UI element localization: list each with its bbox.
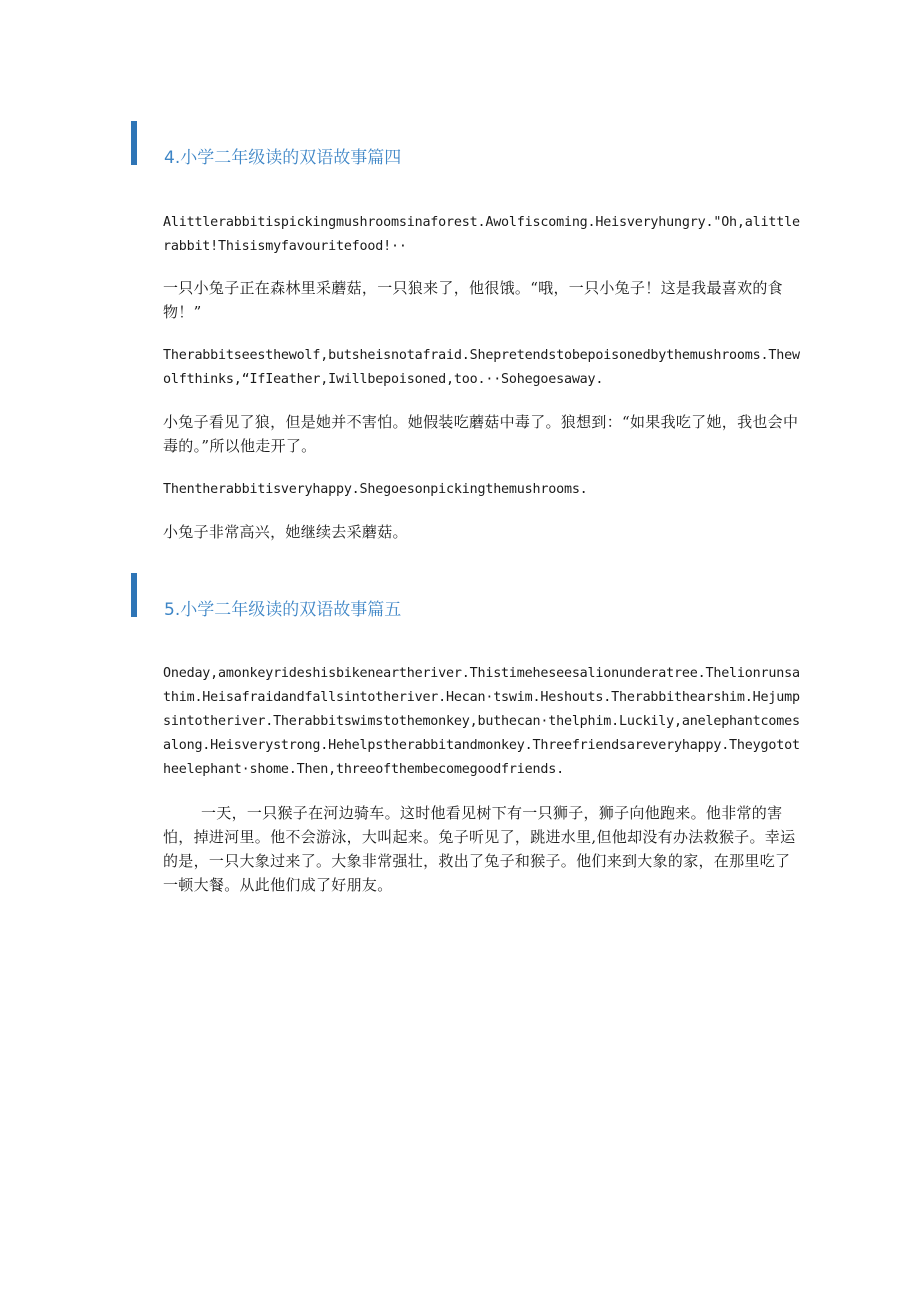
story4-zh-paragraph-2: 小兔子看见了狼，但是她并不害怕。她假装吃蘑菇中毒了。狼想到：“如果我吃了她，我也会中毒的。”所以他走开了。 [163, 413, 799, 455]
heading-accent-bar [131, 573, 137, 617]
story4-zh-paragraph-1: 一只小兔子正在森林里采蘑菇，一只狼来了，他很饿。“哦，一只小兔子！这是我最喜欢的食物！” [163, 279, 783, 321]
section-title: 4.小学二年级读的双语故事篇四 [164, 148, 402, 168]
story4-zh-paragraph-3: 小兔子非常高兴，她继续去采蘑菇。 [163, 523, 408, 541]
story4-en-paragraph-2: Therabbitseesthewolf,butsheisnotafraid.Shepretendstobepoisonedbythemushrooms.Thewolfthinks,“IfIeather,Iwillbepoisoned,too.··Sohegoesaway. [163, 348, 800, 387]
section-heading-5 [131, 573, 791, 620]
section-heading-4 [131, 121, 791, 168]
heading-accent-bar [131, 121, 137, 165]
story4-en-paragraph-3: Thentherabbitisveryhappy.Shegoesonpickingthemushrooms. [163, 482, 588, 497]
story5-en-paragraph-1: Oneday,amonkeyrideshisbikeneartheriver.Thistimeheseesalionunderatree.Thelionrunsathim.Heisafraidandfallsintotheriver.Hecan·tswim.Heshouts.Therabbithearshim.Hejumpsintotheriver.Therabbitswimstothemonkey,buthecan·thelphim.Luckily,anelephantcomesalong.Heisverystrong.Hehelpstherabbitandmonkey.Threefriendsareveryhappy.Theygototheelephant·shome.Then,threeofthembecomegoodfriends. [163, 666, 800, 777]
section-title: 5.小学二年级读的双语故事篇五 [164, 600, 402, 620]
story4-en-paragraph-1: Alittlerabbitispickingmushroomsinaforest.Awolfiscoming.Heisveryhungry."Oh,alittlerabbit!Thisismyfavouritefood!·· [163, 215, 800, 254]
story5-zh-paragraph-1: 一天，一只猴子在河边骑车。这时他看见树下有一只狮子，狮子向他跑来。他非常的害怕，掉进河里。他不会游泳，大叫起来。兔子听见了，跳进水里,但他却没有办法救猴子。幸运的是，一只大象过来了。大象非常强壮，救出了兔子和猴子。他们来到大象的家，在那里吃了一顿大餐。从此他们成了好朋友。 [163, 804, 796, 894]
